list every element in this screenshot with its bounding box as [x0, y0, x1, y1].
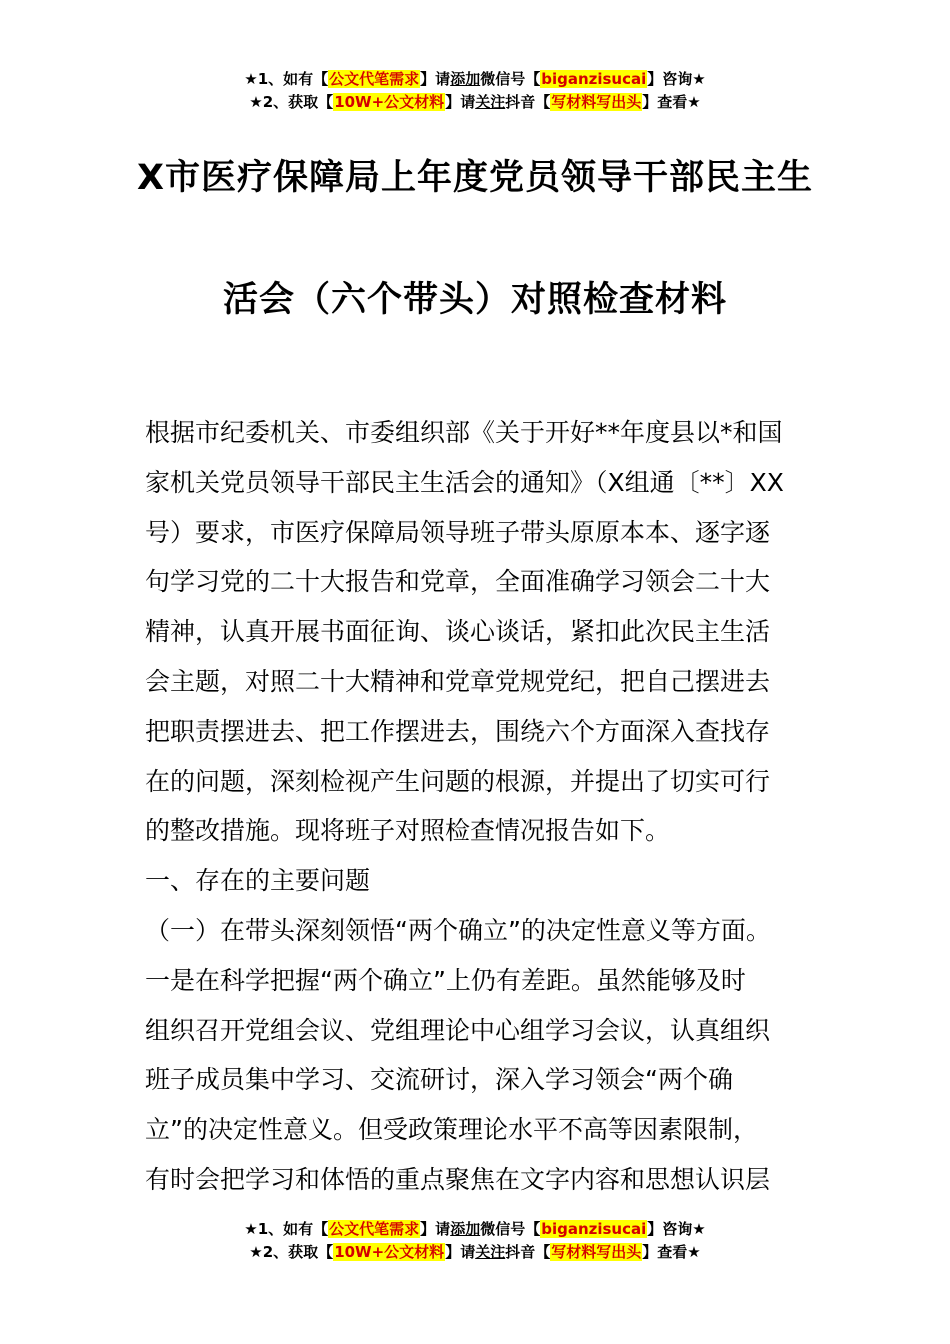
subsection-heading: （一）在带头深刻领悟“两个确立”的决定性意义等方面。 — [145, 915, 771, 945]
body-line: 班子成员集中学习、交流研讨，深入学习领会“两个确 — [145, 1065, 733, 1095]
banner-highlight: 写材料写出头 — [551, 1243, 642, 1261]
body-line: 根据市纪委机关、市委组织部《关于开好**年度县以*和国 — [145, 418, 783, 447]
body-line: 立”的决定性意义。但受政策理论水平不高等因素限制， — [145, 1115, 758, 1145]
banner-highlight: 公文代笔需求 — [329, 1220, 420, 1238]
banner-line-2: ★2、获取【10W+公文材料】请关注抖音【写材料写出头】查看★ — [249, 1243, 701, 1261]
body-line: 精神，认真开展书面征询、谈心谈话，紧扣此次民主生活 — [145, 617, 771, 647]
body-line: 号）要求，市医疗保障局领导班子带头原原本本、逐字逐 — [145, 517, 771, 547]
body-line: 在的问题，深刻检视产生问题的根源，并提出了切实可行 — [145, 766, 771, 796]
banner-highlight: 公文代笔需求 — [329, 70, 420, 88]
banner-line-2: ★2、获取【10W+公文材料】请关注抖音【写材料写出头】查看★ — [249, 93, 701, 111]
banner-line-1: ★1、如有【公文代笔需求】请添加微信号【biganzisucai】咨询★ — [244, 1220, 706, 1238]
header-banner — [0, 68, 950, 114]
body-line: 有时会把学习和体悟的重点聚焦在文字内容和思想认识层 — [145, 1164, 771, 1194]
body-line: 句学习党的二十大报告和党章，全面准确学习领会二十大 — [145, 567, 771, 597]
body-line: 把职责摆进去、把工作摆进去，围绕六个方面深入查找存 — [145, 716, 771, 746]
banner-highlight: 10W+公文材料 — [334, 1243, 445, 1261]
body-line: 一是在科学把握“两个确立”上仍有差距。虽然能够及时 — [145, 965, 746, 995]
banner-highlight: 写材料写出头 — [551, 93, 642, 111]
document-body — [145, 408, 807, 1205]
document-title-line-2: 活会（六个带头）对照检查材料 — [222, 280, 727, 320]
body-line: 组织召开党组会议、党组理论中心组学习会议，认真组织 — [145, 1015, 771, 1045]
banner-line-1: ★1、如有【公文代笔需求】请添加微信号【biganzisucai】咨询★ — [244, 70, 706, 88]
body-line: 的整改措施。现将班子对照检查情况报告如下。 — [145, 816, 671, 846]
section-heading: 一、存在的主要问题 — [145, 866, 371, 896]
banner-highlight: 10W+公文材料 — [334, 93, 445, 111]
banner-highlight: biganzisucai — [541, 70, 647, 88]
banner-highlight: biganzisucai — [541, 1220, 647, 1238]
document-title-line-1: X市医疗保障局上年度党员领导干部民主生 — [137, 158, 813, 198]
body-line: 家机关党员领导干部民主生活会的通知》（X组通〔**〕XX — [145, 467, 784, 497]
body-line: 会主题，对照二十大精神和党章党规党纪，把自己摆进去 — [145, 666, 771, 696]
footer-banner — [0, 1218, 950, 1264]
